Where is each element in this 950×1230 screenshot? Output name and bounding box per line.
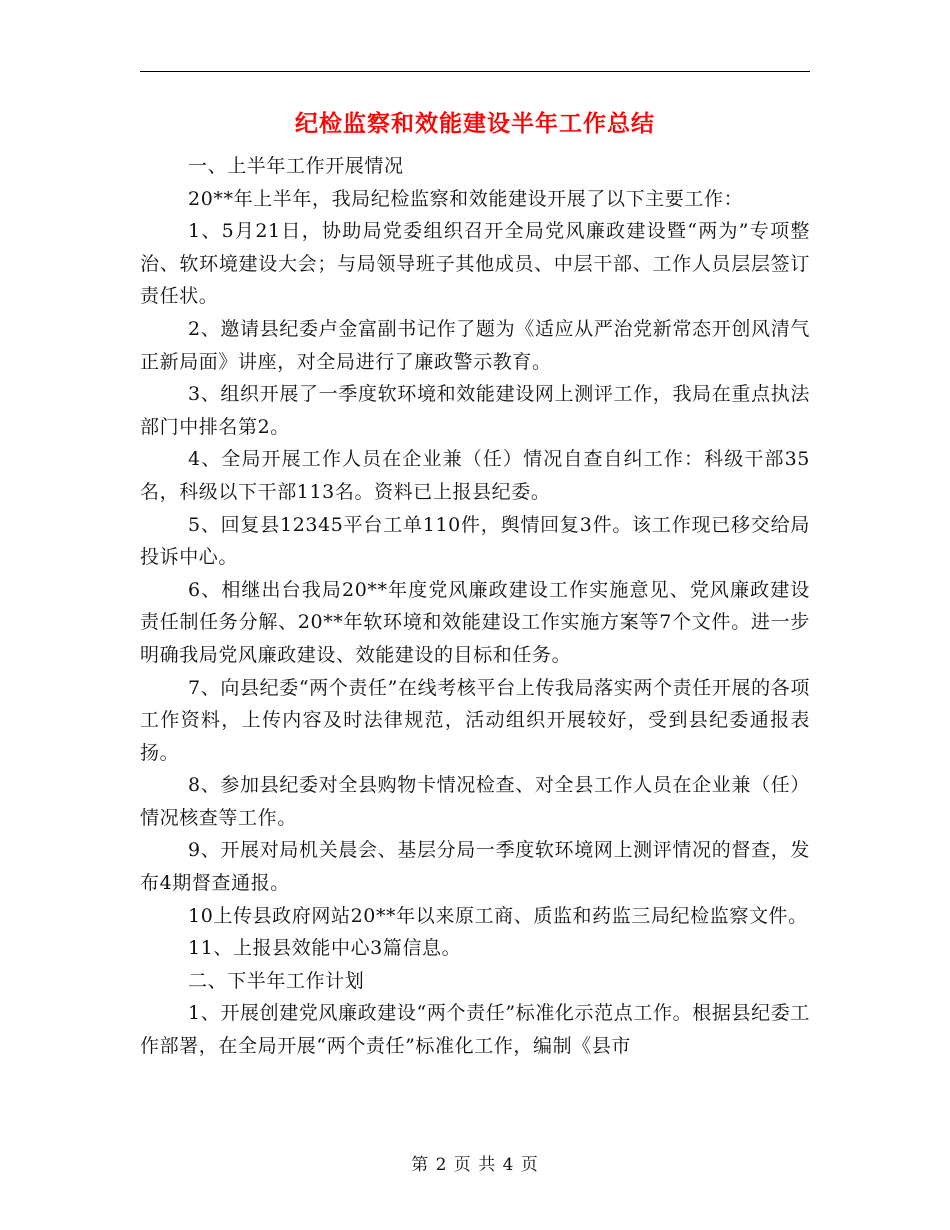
work-item-5: 5、回复县12345平台工单110件，舆情回复3件。该工作现已移交给局投诉中心。 bbox=[140, 513, 810, 569]
document-body bbox=[140, 150, 810, 1063]
work-item-3: 3、组织开展了一季度软环境和效能建设网上测评工作，我局在重点执法部门中排名第2。 bbox=[140, 383, 810, 438]
section-heading-first-half: 一、上半年工作开展情况 bbox=[188, 155, 404, 177]
work-item-6: 6、相继出台我局20**年度党风廉政建设工作实施意见、党风廉政建设责任制任务分解、20**年软环境和效能建设工作实施方案等7个文件。进一步明确我局党风廉政建设、效能建设的目标和任务。 bbox=[140, 578, 810, 666]
intro-paragraph: 20**年上半年，我局纪检监察和效能建设开展了以下主要工作： bbox=[188, 187, 744, 210]
work-item-11: 11、上报县效能中心3篇信息。 bbox=[188, 937, 462, 960]
page-number-footer: 第 2 页 共 4 页 bbox=[411, 1155, 539, 1175]
work-item-10: 10上传县政府网站20**年以来原工商、质监和药监三局纪检监察文件。 bbox=[188, 904, 808, 927]
work-item-2: 2、邀请县纪委卢金富副书记作了题为《适应从严治党新常态开创风清气正新局面》讲座，对全局进行了廉政警示教育。 bbox=[140, 317, 810, 373]
work-item-7: 7、向县纪委“两个责任”在线考核平台上传我局落实两个责任开展的各项工作资料，上传内容及时法律规范，活动组织开展较好，受到县纪委通报表扬。 bbox=[140, 676, 810, 764]
work-item-9: 9、开展对局机关晨会、基层分局一季度软环境网上测评情况的督查，发布4期督查通报。 bbox=[140, 839, 810, 895]
section-heading-second-half: 二、下半年工作计划 bbox=[188, 969, 365, 992]
work-item-1: 1、5月21日，协助局党委组织召开全局党风廉政建设暨“两为”专项整治、软环境建设大会；与局领导班子其他成员、中层干部、工作人员层层签订责任状。 bbox=[140, 220, 810, 308]
header-rule bbox=[140, 71, 810, 72]
document-title: 纪检监察和效能建设半年工作总结 bbox=[295, 111, 655, 137]
plan-item-1: 1、开展创建党风廉政建设“两个责任”标准化示范点工作。根据县纪委工作部署，在全局开展“两个责任”标准化工作，编制《县市 bbox=[140, 1002, 810, 1058]
work-item-4: 4、全局开展工作人员在企业兼（任）情况自查自纠工作：科级干部35名，科级以下干部113名。资料已上报县纪委。 bbox=[140, 448, 810, 503]
work-item-8: 8、参加县纪委对全县购物卡情况检查、对全县工作人员在企业兼（任）情况核查等工作。 bbox=[140, 774, 810, 829]
